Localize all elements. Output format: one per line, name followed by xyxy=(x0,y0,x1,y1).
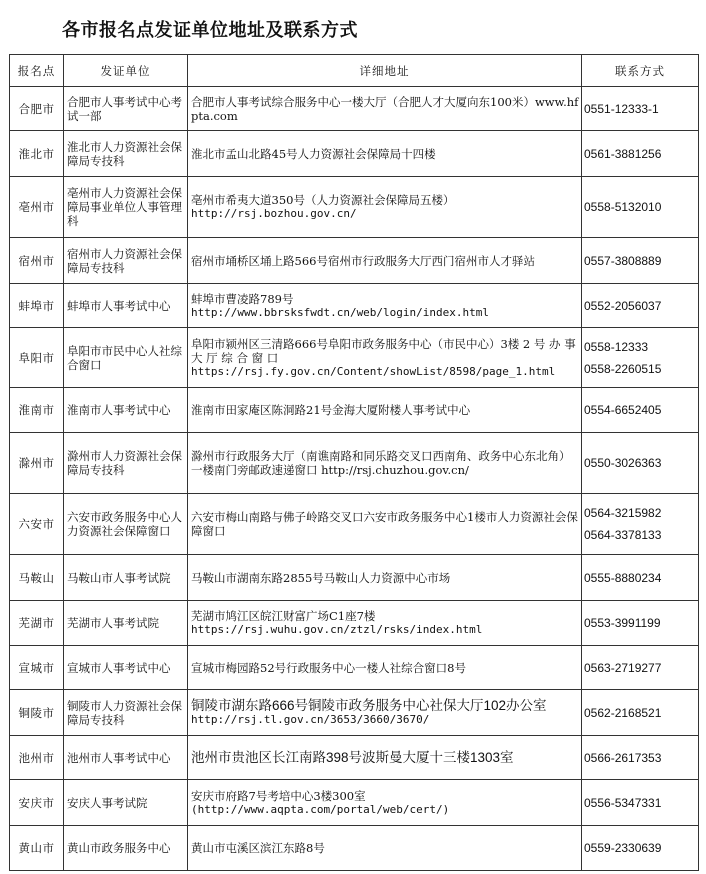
address-url[interactable]: https://rsj.fy.gov.cn/Content/showList/8598/page_1.html xyxy=(191,364,556,378)
address-text: 合肥市人事考试综合服务中心一楼大厅（合肥人才大厦向东100米）www.hfpta.com xyxy=(191,94,579,123)
city-cell: 淮北市 xyxy=(10,131,64,177)
phone-number: 0550-3026363 xyxy=(584,456,662,470)
address-url[interactable]: http://rsj.tl.gov.cn/3653/3660/3670/ xyxy=(191,712,430,726)
contact-cell xyxy=(582,388,699,433)
phone-number: 0552-2056037 xyxy=(584,298,662,313)
phone-number: 0566-2617353 xyxy=(584,750,662,765)
issuing-unit-cell: 宣城市人事考试中心 xyxy=(64,646,188,690)
issuing-unit-cell: 蚌埠市人事考试中心 xyxy=(64,284,188,328)
contact-cell xyxy=(582,780,699,826)
address-cell xyxy=(188,87,582,131)
phone-number: 0556-5347331 xyxy=(584,795,662,810)
page-title: 各市报名点发证单位地址及联系方式 xyxy=(62,20,358,41)
issuing-unit-cell: 宿州市人力资源社会保障局专技科 xyxy=(64,238,188,284)
issuing-unit-cell: 阜阳市市民中心人社综合窗口 xyxy=(64,328,188,388)
city-cell: 蚌埠市 xyxy=(10,284,64,328)
contact-cell xyxy=(582,494,699,555)
address-text: 宣城市梅园路52号行政服务中心一楼人社综合窗口8号 xyxy=(191,660,466,675)
address-cell xyxy=(188,646,582,690)
city-cell: 池州市 xyxy=(10,736,64,780)
table-row xyxy=(10,646,699,690)
issuing-unit-cell: 芜湖市人事考试院 xyxy=(64,601,188,646)
phone-number: 0563-2719277 xyxy=(584,660,662,675)
city-cell: 淮南市 xyxy=(10,388,64,433)
address-text: 芜湖市鸠江区皖江财富广场C1座7楼 xyxy=(191,609,376,623)
address-text: 池州市贵池区长江南路398号波斯曼大厦十三楼1303室 xyxy=(191,749,514,765)
address-text: 宿州市埇桥区埇上路566号宿州市行政服务大厅西门宿州市人才驿站 xyxy=(191,253,535,268)
table-row xyxy=(10,238,699,284)
phone-number: 0561-3881256 xyxy=(584,146,662,161)
table-body xyxy=(10,87,699,871)
address-text: 淮南市田家庵区陈洞路21号金海大厦附楼人事考试中心 xyxy=(191,403,471,417)
address-text: 马鞍山市湖南东路2855号马鞍山人力资源中心市场 xyxy=(191,570,451,585)
header-row xyxy=(10,55,699,87)
contact-cell xyxy=(582,131,699,177)
table-row xyxy=(10,690,699,736)
contact-cell xyxy=(582,238,699,284)
header-unit: 发证单位 xyxy=(64,55,188,87)
phone-number: 0551-12333-1 xyxy=(584,101,659,116)
address-cell xyxy=(188,388,582,433)
address-cell xyxy=(188,690,582,736)
address-cell xyxy=(188,601,582,646)
table-row xyxy=(10,826,699,871)
issuing-unit-cell: 合肥市人事考试中心考试一部 xyxy=(64,87,188,131)
contact-cell xyxy=(582,690,699,736)
phone-number: 0554-6652405 xyxy=(584,403,662,417)
phone-number: 0558-5132010 xyxy=(584,200,662,214)
city-cell: 阜阳市 xyxy=(10,328,64,388)
table-row xyxy=(10,494,699,555)
address-text: 淮北市孟山北路45号人力资源社会保障局十四楼 xyxy=(191,146,436,161)
issuing-unit-cell: 铜陵市人力资源社会保障局专技科 xyxy=(64,690,188,736)
city-cell: 宣城市 xyxy=(10,646,64,690)
address-text: 滁州市行政服务大厅（南谯南路和同乐路交叉口西南角、政务中心东北角）一楼南门旁邮政速递窗口 http://rsj.chuzhou.gov.cn/ xyxy=(191,449,571,477)
issuing-unit-cell: 黄山市政务服务中心 xyxy=(64,826,188,871)
contact-cell xyxy=(582,284,699,328)
contact-cell xyxy=(582,328,699,388)
address-text: 蚌埠市曹凌路789号 xyxy=(191,291,294,306)
contact-cell xyxy=(582,601,699,646)
address-cell xyxy=(188,555,582,601)
table-row xyxy=(10,433,699,494)
issuing-unit-cell: 淮南市人事考试中心 xyxy=(64,388,188,433)
address-url[interactable]: http://www.bbrsksfwdt.cn/web/login/index.html xyxy=(191,305,490,319)
phone-number: 0562-2168521 xyxy=(584,705,662,720)
issuing-unit-cell: 马鞍山市人事考试院 xyxy=(64,555,188,601)
city-cell: 铜陵市 xyxy=(10,690,64,736)
city-cell: 合肥市 xyxy=(10,87,64,131)
city-cell: 安庆市 xyxy=(10,780,64,826)
contact-cell xyxy=(582,736,699,780)
contact-cell xyxy=(582,826,699,871)
issuing-unit-cell: 亳州市人力资源社会保障局事业单位人事管理科 xyxy=(64,177,188,238)
table-row xyxy=(10,555,699,601)
header-contact: 联系方式 xyxy=(582,55,699,87)
city-cell: 芜湖市 xyxy=(10,601,64,646)
address-url[interactable]: http://rsj.bozhou.gov.cn/ xyxy=(191,207,357,220)
address-text: 铜陵市湖东路666号铜陵市政务服务中心社保大厅102办公室 xyxy=(191,697,547,713)
registration-table xyxy=(9,54,699,871)
table-row xyxy=(10,177,699,238)
city-cell: 六安市 xyxy=(10,494,64,555)
header-city: 报名点 xyxy=(10,55,64,87)
phone-number: 0559-2330639 xyxy=(584,841,662,855)
phone-number: 0555-8880234 xyxy=(584,570,662,585)
phone-number: 0558-2260515 xyxy=(584,361,662,376)
phone-number: 0564-3378133 xyxy=(584,528,662,542)
contact-cell xyxy=(582,177,699,238)
city-cell: 亳州市 xyxy=(10,177,64,238)
contact-cell xyxy=(582,433,699,494)
address-cell xyxy=(188,736,582,780)
table-row xyxy=(10,131,699,177)
phone-number: 0564-3215982 xyxy=(584,506,662,520)
contact-cell xyxy=(582,646,699,690)
address-cell xyxy=(188,780,582,826)
table-row xyxy=(10,601,699,646)
city-cell: 黄山市 xyxy=(10,826,64,871)
address-text: 阜阳市颍州区三清路666号阜阳市政务服务中心（市民中心）3楼 2 号 办 事 大 厅 综 合 窗 口 xyxy=(191,336,576,365)
address-text: 六安市梅山南路与佛子岭路交叉口六安市政务服务中心1楼市人力资源社会保障窗口 xyxy=(191,510,578,538)
city-cell: 滁州市 xyxy=(10,433,64,494)
address-cell xyxy=(188,494,582,555)
address-url[interactable]: (http://www.aqpta.com/portal/web/cert/) xyxy=(191,802,450,816)
address-url[interactable]: https://rsj.wuhu.gov.cn/ztzl/rsks/index.html xyxy=(191,623,483,636)
table-row xyxy=(10,87,699,131)
address-text: 安庆市府路7号考培中心3楼300室 xyxy=(191,788,366,803)
header-address: 详细地址 xyxy=(188,55,582,87)
issuing-unit-cell: 六安市政务服务中心人力资源社会保障窗口 xyxy=(64,494,188,555)
table-row xyxy=(10,780,699,826)
phone-number: 0558-12333 xyxy=(584,339,649,354)
address-text: 亳州市希夷大道350号（人力资源社会保障局五楼） xyxy=(191,193,455,207)
city-cell: 宿州市 xyxy=(10,238,64,284)
city-cell: 马鞍山 xyxy=(10,555,64,601)
issuing-unit-cell: 安庆人事考试院 xyxy=(64,780,188,826)
address-cell xyxy=(188,433,582,494)
address-text: 黄山市屯溪区滨江东路8号 xyxy=(191,841,325,855)
table-row xyxy=(10,736,699,780)
address-cell xyxy=(188,328,582,388)
address-cell xyxy=(188,177,582,238)
address-cell xyxy=(188,238,582,284)
issuing-unit-cell: 池州市人事考试中心 xyxy=(64,736,188,780)
table-row xyxy=(10,284,699,328)
address-cell xyxy=(188,131,582,177)
phone-number: 0553-3991199 xyxy=(584,616,661,630)
contact-cell xyxy=(582,87,699,131)
issuing-unit-cell: 滁州市人力资源社会保障局专技科 xyxy=(64,433,188,494)
table-row xyxy=(10,388,699,433)
contact-cell xyxy=(582,555,699,601)
phone-number: 0557-3808889 xyxy=(584,253,662,268)
table-row xyxy=(10,328,699,388)
issuing-unit-cell: 淮北市人力资源社会保障局专技科 xyxy=(64,131,188,177)
address-cell xyxy=(188,826,582,871)
address-cell xyxy=(188,284,582,328)
